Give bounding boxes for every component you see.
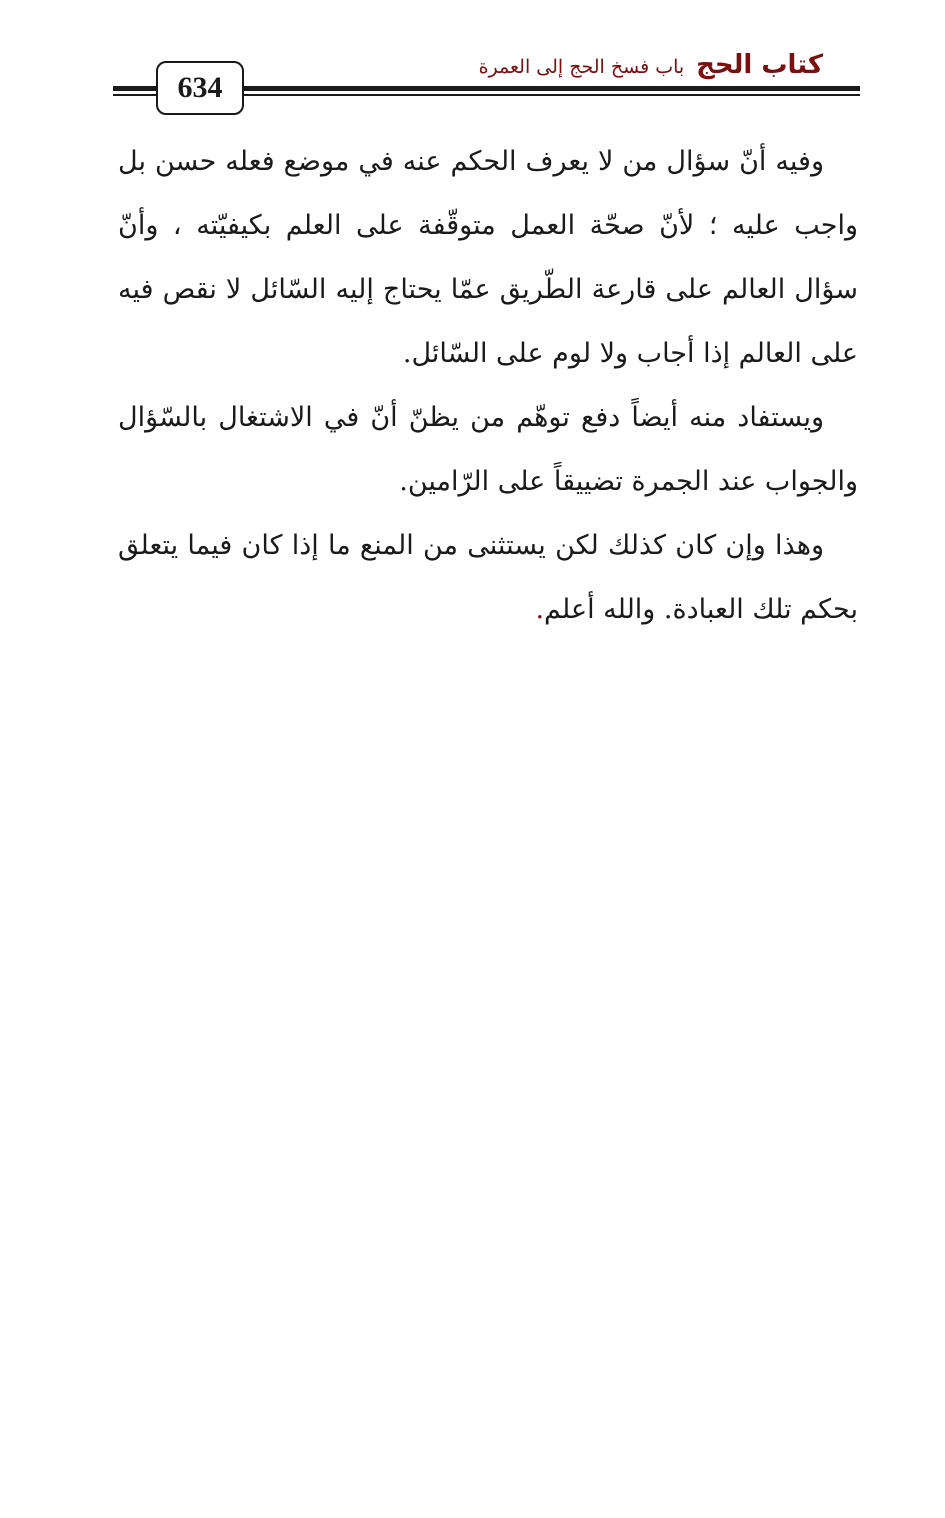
closing-period: . (535, 594, 545, 625)
page-number-box (156, 61, 244, 115)
book-title: كتاب الحج (696, 50, 823, 80)
paragraph-2: ويستفاد منه أيضاً دفع توهّم من يظنّ أنّ في الاشتغال بالسّؤال والجواب عند الجمرة تضييقاً على الرّامين. (118, 402, 858, 497)
page-header (0, 0, 945, 125)
page-number: 634 (177, 71, 223, 104)
page-body (118, 130, 858, 642)
running-head (479, 50, 823, 80)
paragraph-1: وفيه أنّ سؤال من لا يعرف الحكم عنه في موضع فعله حسن بل واجب عليه ؛ لأنّ صحّة العمل متوقّفة على العلم بكيفيّته ، وأنّ سؤال العالم على قارعة الطّريق عمّا يحتاج إليه السّائل لا نقص فيه على العالم إذا أجاب ولا لوم على السّائل. (118, 146, 858, 369)
chapter-title: باب فسخ الحج إلى العمرة (478, 56, 685, 78)
paragraph-3 (118, 514, 858, 642)
paragraph-3-text: وهذا وإن كان كذلك لكن يستثنى من المنع ما إذا كان فيما يتعلق بحكم تلك العبادة. والله أعلم (118, 530, 858, 625)
